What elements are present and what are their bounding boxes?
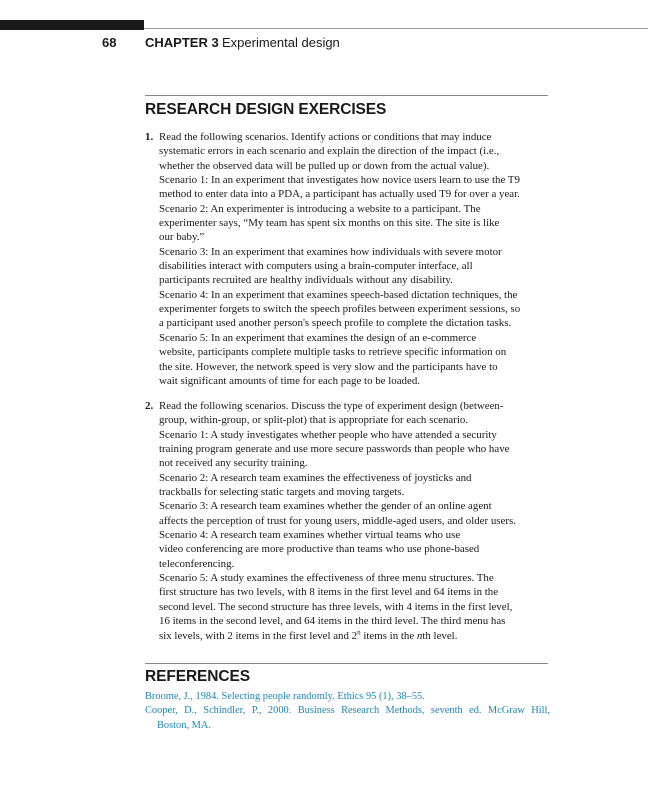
exercise-line: experimenter forgets to switch the speech profiles between experiment sessions, so [159,303,521,316]
chapter-title: Experimental design [222,35,340,50]
exercise-number: 1. [145,131,154,143]
exercise-line: participants recruited are healthy individuals without any disability. [159,274,453,287]
italic-n: n [416,629,423,642]
exercise-line: second level. The second structure has three levels, with 4 items in the first level, [159,600,513,613]
references-top-rule [145,663,548,664]
exercise-1 [145,130,550,388]
exercises-heading: RESEARCH DESIGN EXERCISES [145,101,387,118]
page-number: 68 [102,35,117,50]
exercise-line: the site. However, the network speed is very slow and the participants have to [159,360,498,373]
exercise-line: video conferencing are more productive than teams who use phone-based [159,543,480,556]
exercises-top-rule [145,95,548,96]
exercise-line: Read the following scenarios. Identify actions or conditions that may induce [159,131,492,143]
references-heading: REFERENCES [145,668,250,685]
exercise-line: Scenario 1: In an experiment that investigates how novice users learn to use the T9 [159,174,520,187]
exercise-line: a participant used another person's speech profile to complete the dictation tasks. [159,317,512,330]
exercise-line: Scenario 5: A study examines the effectiveness of three menu structures. The [159,572,494,585]
exercise-line: Scenario 5: In an experiment that examines the design of an e-commerce [159,331,477,344]
exercise-2 [145,399,550,643]
exercise-line: disabilities interact with computers using a brain-computer interface, all [159,260,473,273]
exercise-line: wait significant amounts of time for each page to be loaded. [159,374,420,387]
reference-entry-broome[interactable]: Broome, J., 1984. Selecting people randomly. Ethics 95 (1), 38–55. [145,691,425,702]
superscript-n: n [357,627,361,636]
chapter-label: CHAPTER 3 [145,35,219,50]
exercise-line: training program generate and use more secure passwords than people who have [159,443,510,456]
exercise-line: first structure has two levels, with 8 items in the first level and 64 items in the [159,586,499,599]
exercise-line: Scenario 3: A research team examines whether the gender of an online agent [159,500,492,513]
exercise-line: our baby.” [159,231,205,244]
exercise-line: Scenario 3: In an experiment that examines how individuals with severe motor [159,245,502,258]
reference-list [145,690,550,733]
exercise-line: method to enter data into a PDA, a participant has actually used T9 for over a year. [159,188,520,201]
exercise-line: Scenario 2: An experimenter is introducing a website to a participant. The [159,202,481,215]
exercise-line: systematic errors in each scenario and explain the direction of the impact (i.e., [159,145,500,158]
exercise-line: affects the perception of trust for young users, middle-aged users, and older users. [159,514,516,527]
reference-entry-cooper[interactable]: Cooper, D., Schindler, P., 2000. Business Research Methods, seventh ed. McGraw Hill, [145,705,550,717]
exercise-line: 16 items in the second level, and 64 items in the third level. The third menu has [159,615,506,628]
last-line-text: items in the [360,629,417,642]
exercise-line: Scenario 1: A study investigates whether people who have attended a security [159,428,497,441]
exercise-line: group, within-group, or split-plot) that is appropriate for each scenario. [159,414,469,427]
reference-entry-cooper-cont[interactable]: Boston, MA. [157,719,211,731]
exercise-line: Read the following scenarios. Discuss the type of experiment design (between- [159,400,504,412]
exercise-last-line [159,629,550,643]
exercise-line: trackballs for selecting static targets and moving targets. [159,486,405,499]
header-rule [144,28,648,29]
exercise-line: teleconferencing. [159,557,235,570]
exercise-line: not received any security training. [159,457,308,470]
header-black-bar [0,20,144,30]
exercise-number: 2. [145,400,154,412]
last-line-text: th level. [422,629,458,642]
exercise-line: whether the observed data will be pulled up or down from the actual value). [159,159,490,172]
exercise-line: experimenter says, “My team has spent six months on this site. The site is like [159,217,500,230]
exercise-line: Scenario 2: A research team examines the effectiveness of joysticks and [159,471,472,484]
exercise-line: Scenario 4: In an experiment that examines speech-based dictation techniques, the [159,288,518,301]
exercise-line: Scenario 4: A research team examines whether virtual teams who use [159,529,461,542]
last-line-text: six levels, with 2 items in the first level and 2 [159,629,358,642]
exercise-line: website, participants complete multiple tasks to retrieve specific information on [159,346,507,359]
running-head [0,35,648,53]
